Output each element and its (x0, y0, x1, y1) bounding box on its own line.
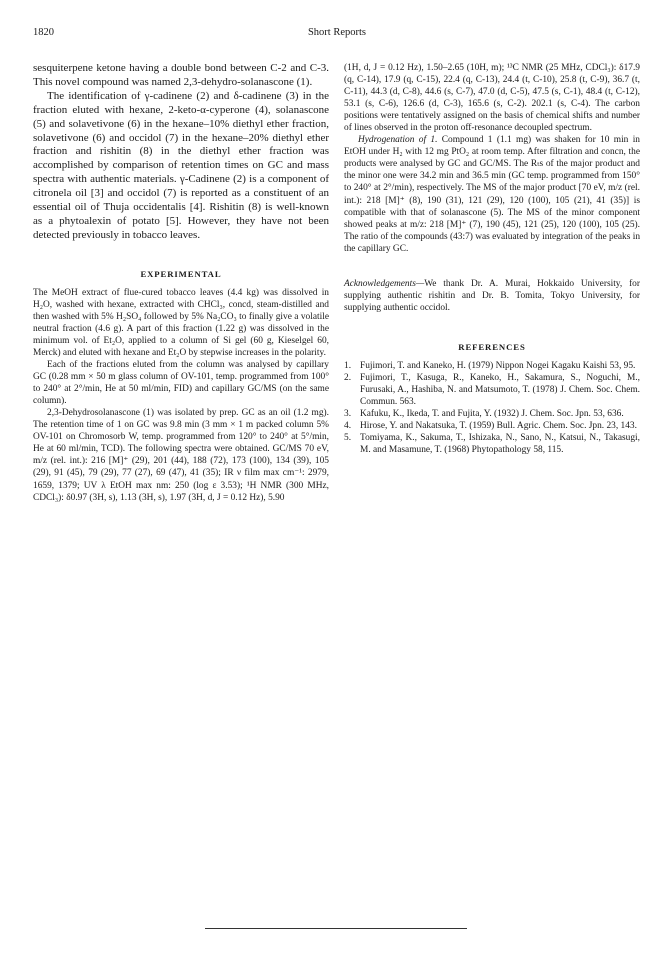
reference-item (344, 372, 640, 408)
page-header (33, 27, 641, 41)
left-column (33, 62, 329, 504)
reference-text: Fujimori, T., Kasuga, R., Kaneko, H., Sakamura, S., Noguchi, M., Furusaki, A., Hashiba, N. and Matsumoto, T. (1978) J. Chem. Soc. Chem. Commun. 563. (360, 372, 640, 408)
reference-item (344, 408, 640, 420)
acknowledgements-paragraph (344, 278, 640, 314)
reference-number: 5. (344, 433, 352, 444)
identification-paragraph: The identification of γ-cadinene (2) and δ-cadinene (3) in the fraction eluted with hexane, 2-keto-α-cyperone (4), solanascone (5) and solavetivone (6) in the hexane–10% diethyl ether fraction, solavetivone (6) and occidol (7) in the hexane–20% diethyl ether fraction and rishitin (8) in the diethyl ether fraction was accomplished by comparison of retention times on GC and mass spectra with authentic materials. γ-Cadinene (2) is a component of citronela oil [3] and occidol (7) is reported as a constituent of an essential oil of Thuja occidentalis [4]. Rishitin (8) is well-known as a phytoalexin of potato [5]. However, they have not been detected previously in tobacco leaves. (33, 89, 329, 241)
experimental-paragraph-1: The MeOH extract of flue-cured tobacco leaves (4.4 kg) was dissolved in H₂O, washed with hexane, extracted with CHCl₃, concd, steam-distilled and then washed with 5% H₂SO₄ followed by 5% Na₂CO₃ to finally give a volatile neutral fraction (4.6 g). A part of this fraction (1.22 g) was dissolved in the minimum vol. of Et₂O, applied to a column of Si gel (60 g, Kieselgel 60, Merck) and eluted with hexane and Et₂O by stepwise increases in the polarity. (33, 287, 329, 359)
reference-item (344, 420, 640, 432)
experimental-paragraph-3: 2,3-Dehydrosolanascone (1) was isolated by prep. GC as an oil (1.2 mg). The retention time of 1 on GC was 9.8 min (3 mm × 1 m packed column 5% OV-101 on Chromosorb W, temp. programmed from 120° to 240° at 5°/min, He at 60 ml/min, TCD). The following spectra were obtained. GC/MS 70 eV, m/z (rel. int.): 216 [M]⁺ (29), 201 (44), 188 (72), 173 (100), 134 (39), 105 (29), 91 (45), 79 (29), 77 (27), 69 (47), 41 (35); IR ν film max cm⁻¹: 2979, 1659, 1379; UV λ EtOH max nm: 250 (log ε 3.53); ¹H NMR (300 MHz, CDCl₃): δ0.97 (3H, s), 1.13 (3H, s), 1.97 (3H, d, J = 0.12 Hz), 5.90 (33, 408, 329, 503)
reference-text: Hirose, Y. and Nakatsuka, T. (1959) Bull. Agric. Chem. Soc. Jpn. 23, 143. (360, 421, 637, 432)
experimental-heading: EXPERIMENTAL (140, 268, 222, 279)
running-title: Short Reports (307, 27, 367, 38)
references-heading: REFERENCES (458, 341, 526, 352)
intro-continued-paragraph: sesquiterpene ketone having a double bond between C-2 and C-3. This novel compound was named 2,3-dehydro-solanascone (1). (33, 62, 329, 88)
reference-text: Fujimori, T. and Kaneko, H. (1979) Nippon Nogei Kagaku Kaishi 53, 95. (360, 360, 636, 371)
experimental-paragraph-2: Each of the fractions eluted from the column was analysed by capillary GC (0.28 mm × 50 m glass column of OV-101, temp. programmed from 100° to 240° at 2°/min, He at 50 ml/min, FID) and capillary GC/MS (on the same column). (33, 360, 329, 407)
acknowledgements-title: Acknowledgements— (344, 278, 425, 289)
nmr-continued-paragraph: (1H, d, J = 0.12 Hz), 1.50–2.65 (10H, m); ¹³C NMR (25 MHz, CDCl₃): δ17.9 (q, C-14), 17.9 (q, C-15), 22.4 (q, C-13), 24.4 (t, C-10), 25.8 (t, C-9), 36.7 (t, C-11), 44.3 (d, C-8), 44.6 (s, C-7), 47.0 (d, C-5), 47.5 (s, C-1), 48.4 (t, C-12), 53.1 (s, C-6), 126.6 (d, C-3), 165.6 (s, C-2). 202.1 (s, C-4). The carbon positions were tentatively assigned on the basis of chemical shifts and number of lines observed in the proton off-resonance decoupled spectrum. (344, 63, 640, 134)
references-list (344, 360, 640, 456)
hydrogenation-text: Compound 1 (1.1 mg) was shaken for 10 min in EtOH under H₂ with 12 mg PtO₂ at room temp. After filtration and concn, the products were analysed by GC and GC/MS. The Rₜs of the major product and the minor one were 34.2 min and 36.5 min (GC temp. programmed from 150° to 240° at 2°/min), respectively. The MS of the major product [70 eV, m/z (rel. int.): 218 [M]⁺ (8), 190 (31), 121 (29), 120 (100), 105 (21), 41 (35)] is compatible with that of solanascone (5). The MS of the minor component showed peaks at m/z: 218 [M]⁺ (7), 190 (45), 121 (25), 120 (100), 105 (25). The ratio of the compounds (43:7) was evaluated by integration of the peaks in the capillary GC. (344, 135, 641, 254)
reference-text: Tomiyama, K., Sakuma, T., Ishizaka, N., Sano, N., Katsui, N., Takasugi, M. and Masamune, T. (1968) Phytopathology 58, 115. (360, 433, 640, 456)
reference-number: 3. (344, 409, 352, 420)
reference-item (344, 360, 640, 372)
right-column (344, 62, 640, 456)
reference-number: 1. (344, 360, 352, 371)
end-rule (205, 928, 467, 929)
reference-number: 4. (344, 421, 352, 432)
hydrogenation-title: Hydrogenation of 1. (358, 135, 438, 146)
acknowledgements-text: We thank Dr. A. Murai, Hokkaido University, for supplying authentic rishitin and Dr. B. Tomita, Tokyo University, for supplying authentic occidol. (344, 278, 640, 313)
reference-text: Kafuku, K., Ikeda, T. and Fujita, Y. (1932) J. Chem. Soc. Jpn. 53, 636. (360, 409, 624, 420)
hydrogenation-paragraph (344, 134, 640, 254)
reference-number: 2. (344, 372, 352, 383)
page-number: 1820 (33, 27, 54, 38)
reference-item (344, 432, 640, 456)
